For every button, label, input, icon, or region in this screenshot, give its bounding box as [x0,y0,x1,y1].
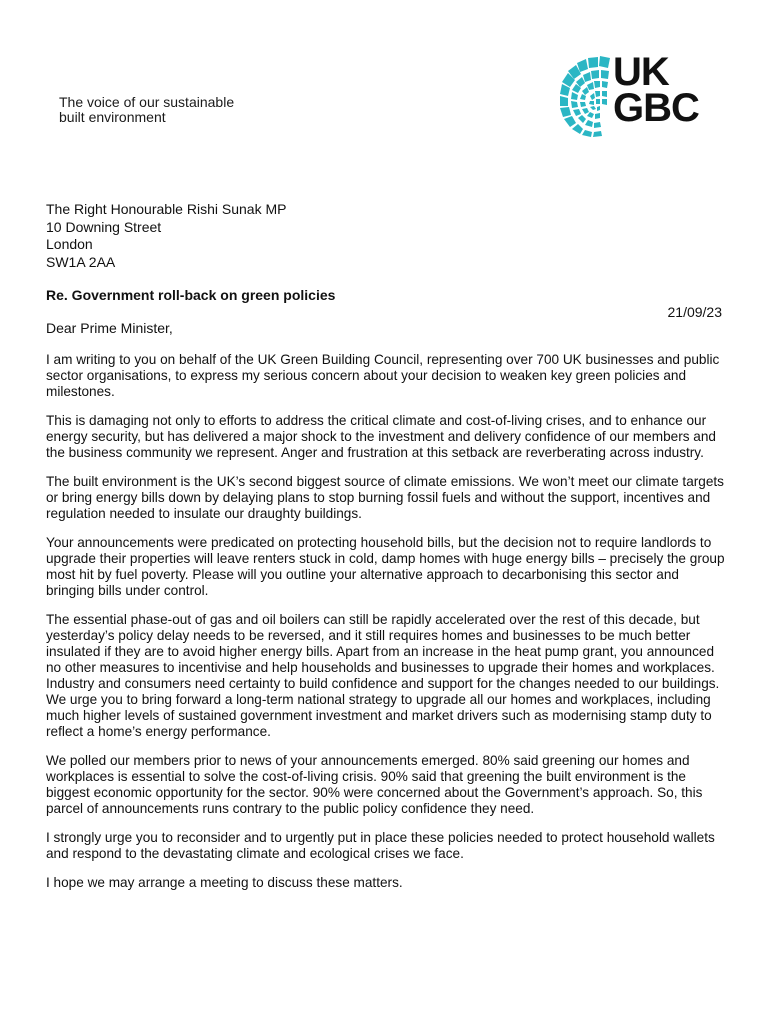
body-paragraph: I strongly urge you to reconsider and to urgently put in place these policies needed to protect household wallets and respond to the devastating climate and ecological crises we face. [46,830,715,861]
recipient-name: The Right Honourable Rishi Sunak MP [46,201,287,217]
ukgbc-logo [560,50,712,138]
tagline [59,95,234,125]
letter-date: 21/09/23 [667,304,722,320]
logo-gbc-text: GBC [613,86,699,130]
tagline-line-2: built environment [59,109,166,125]
recipient-street: 10 Downing Street [46,218,162,235]
body-paragraph: I hope we may arrange a meeting to discuss these matters. [46,875,403,890]
recipient-address [46,201,286,271]
logo-uk-text: UK [613,50,669,94]
recipient-postcode: SW1A 2AA [46,253,116,270]
ukgbc-logo-mark-icon [560,54,616,138]
tagline-line-1: The voice of our sustainable [59,94,235,110]
body-paragraph: Your announcements were predicated on protecting household bills, but the decision not to require landlords to upgrade their properties will leave renters stuck in cold, damp homes with huge energy bills – precisely the group most hit by fuel poverty. Please will you outline your alternative approach to decarbonising this sector and bringing bills under control. [46,535,725,598]
recipient-city: London [46,236,93,252]
body-paragraph: The built environment is the UK’s second biggest source of climate emissions. We won’t meet our climate targets or bring energy bills down by delaying plans to stop burning fossil fuels and without the support, incentives and regulation needed to insulate our draughty buildings. [46,474,724,521]
letter-body [46,352,726,904]
letter-subject: Re. Government roll-back on green policies [46,287,336,303]
body-paragraph: The essential phase-out of gas and oil boilers can still be rapidly accelerated over the rest of this decade, but yesterday’s policy delay needs to be reversed, and it still requires homes and businesses to be much better insulated if they are to avoid higher energy bills. Apart from an increase in the heat pump grant, you announced no other measures to incentivise and help households and businesses to upgrade their homes and workplaces. Industry and consumers need certainty to build confidence and support for the changes needed to our buildings. We urge you to bring forward a long-term national strategy to upgrade all our homes and workplaces, including much higher levels of sustained government investment and market drivers such as modernising stamp duty to reflect a home’s energy performance. [46,612,720,739]
letter-salutation: Dear Prime Minister, [46,320,173,336]
body-paragraph: This is damaging not only to efforts to address the critical climate and cost-of-living crises, and to enhance our energy security, but has delivered a major shock to the investment and delivery confidence of our members and the business community we represent. Anger and frustration at this setback are reverberating across industry. [46,413,716,460]
body-paragraph: We polled our members prior to news of your announcements emerged. 80% said greening our homes and workplaces is essential to solve the cost-of-living crisis. 90% said that greening the built environment is the biggest economic opportunity for the sector. 90% were concerned about the Government’s approach. So, this parcel of announcements runs contrary to the public policy confidence they need. [46,753,703,816]
body-paragraph: I am writing to you on behalf of the UK Green Building Council, representing over 700 UK businesses and public sector organisations, to express my serious concern about your decision to weaken key green policies and milestones. [46,352,720,399]
